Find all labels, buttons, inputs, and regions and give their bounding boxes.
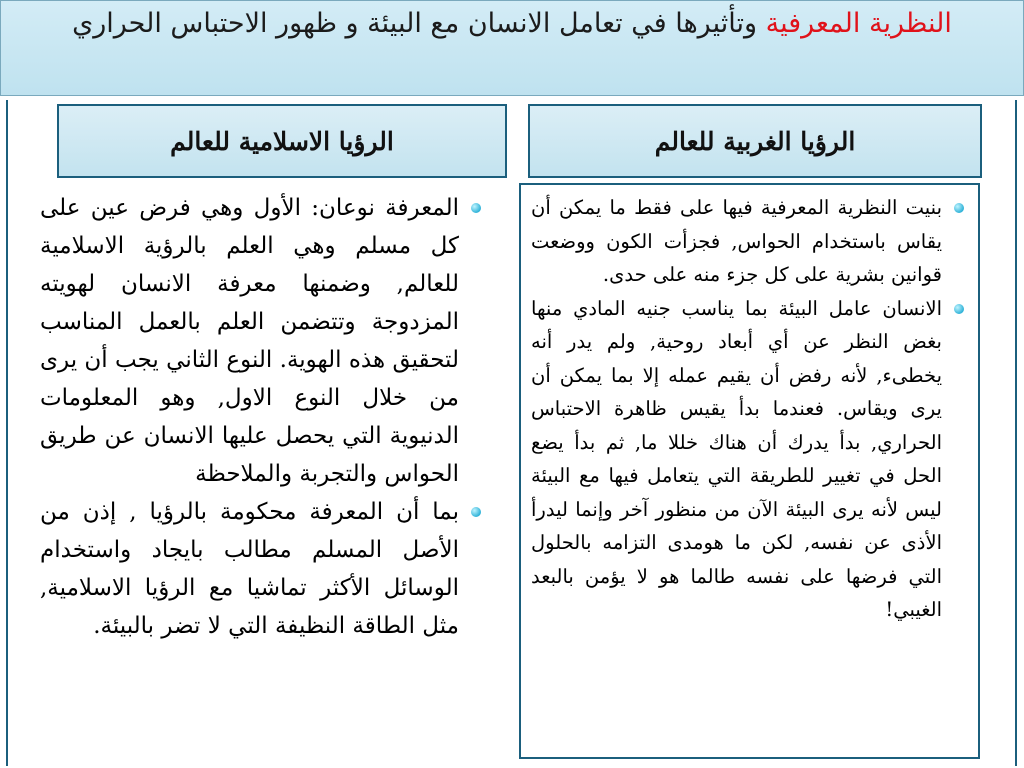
western-view-header: الرؤيا الغربية للعالم — [528, 104, 982, 178]
slide-title — [59, 5, 965, 43]
western-bullet-list — [531, 191, 966, 627]
bullet-dot-icon — [471, 507, 481, 517]
islamic-bullet-2 — [40, 493, 483, 645]
islamic-bullet-list — [40, 189, 483, 645]
western-bullet-2 — [531, 292, 966, 627]
bullet-dot-icon — [471, 203, 481, 213]
islamic-view-column — [34, 183, 495, 759]
title-rest: وتأثيرها في تعامل الانسان مع البيئة و ظهور الاحتباس الحراري — [72, 8, 766, 39]
bullet-text: المعرفة نوعان: الأول وهي فرض عين على كل مسلم وهي العلم بالرؤية الاسلامية للعالم, وضمنها معرفة الانسان لهويته المزدوجة وتتضمن العلم بالعمل المناسب لتحقيق هذه الهوية. النوع الثاني يجب أن يرى من خلال النوع الاول, وهو المعلومات الدنيوية التي يحصل عليها الانسان عن طريق الحواس والتجربة والملاحظة — [40, 195, 459, 487]
islamic-bullet-1 — [40, 189, 483, 493]
bullet-dot-icon — [954, 203, 964, 213]
western-view-column — [519, 183, 980, 759]
slide-title-bar — [0, 0, 1024, 96]
islamic-view-header: الرؤيا الاسلامية للعالم — [57, 104, 507, 178]
bullet-text: بما أن المعرفة محكومة بالرؤيا , إذن من الأصل المسلم مطالب بايجاد واستخدام الوسائل الأكثر تماشيا مع الرؤيا الاسلامية, مثل الطاقة النظيفة التي لا تضر بالبيئة. — [40, 499, 459, 639]
title-highlight: النظرية المعرفية — [765, 8, 952, 39]
bullet-text: الانسان عامل البيئة بما يناسب جنيه المادي منها بغض النظر عن أي أبعاد روحية, ولم يدر أنه يخطىء, لأنه رفض أن يقيم عمله إلا بما يمكن أن يرى ويقاس. فعندما بدأ يقيس ظاهرة الاحتباس الحراري, بدأ يدرك أن هناك خللا ما, ثم بدأ يضع الحل في تغيير للطريقة التي يتعامل فيها مع البيئة ليس لأنه يرى البيئة الآن من منظور آخر وإنما ليدرأ الأذى عن نفسه, لكن ما هومدى التزامه بالحلول التي فرضها على نفسه طالما هو لا يؤمن بالبعد الغيبي! — [531, 296, 942, 621]
bullet-dot-icon — [954, 304, 964, 314]
bullet-text: بنيت النظرية المعرفية فيها على فقط ما يمكن أن يقاس باستخدام الحواس, فجزأت الكون ووضعت قوانين بشرية على كل جزء منه على حدى. — [531, 196, 942, 286]
western-bullet-1 — [531, 191, 966, 292]
